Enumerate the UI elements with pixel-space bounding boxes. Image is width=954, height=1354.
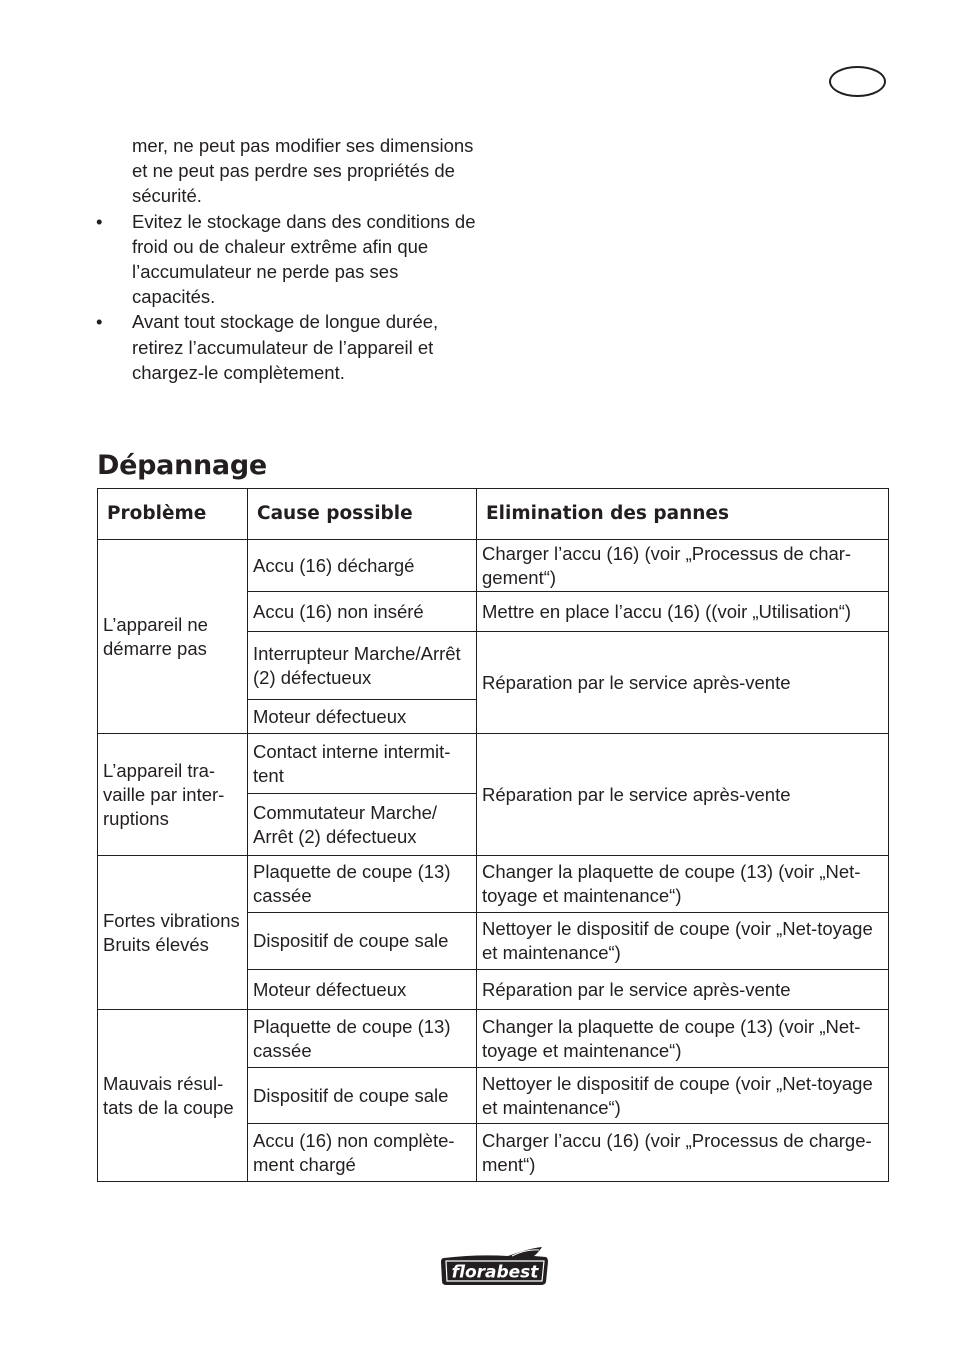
cause-cell: Moteur défectueux bbox=[248, 700, 477, 734]
problem-cell: Fortes vibrations Bruits élevés bbox=[98, 856, 248, 1010]
table-header-row bbox=[98, 489, 889, 540]
table-row bbox=[98, 540, 889, 592]
cause-cell: Plaquette de coupe (13) cassée bbox=[248, 1010, 477, 1068]
bullet-icon: • bbox=[96, 210, 103, 232]
table-row bbox=[98, 856, 889, 913]
remedy-cell: Réparation par le service après-vente bbox=[477, 632, 889, 734]
cause-cell: Accu (16) non complète-ment chargé bbox=[248, 1124, 477, 1182]
remedy-cell: Charger l’accu (16) (voir „Processus de charge-ment“) bbox=[477, 1124, 889, 1182]
header-remedy: Elimination des pannes bbox=[477, 489, 889, 540]
cause-cell: Dispositif de coupe sale bbox=[248, 1068, 477, 1124]
bullet-icon: • bbox=[96, 311, 103, 333]
logo-wordmark: florabest bbox=[451, 1262, 539, 1283]
problem-cell: L’appareil tra-vaille par inter-ruptions bbox=[98, 734, 248, 856]
florabest-logo bbox=[438, 1244, 552, 1288]
remedy-cell: Réparation par le service après-vente bbox=[477, 970, 889, 1010]
header-cause: Cause possible bbox=[248, 489, 477, 540]
intro-text bbox=[96, 133, 486, 385]
table-row bbox=[98, 1010, 889, 1068]
section-title: Dépannage bbox=[97, 450, 267, 481]
remedy-cell: Nettoyer le dispositif de coupe (voir „Net-toyage et maintenance“) bbox=[477, 913, 889, 970]
remedy-cell: Nettoyer le dispositif de coupe (voir „Net-toyage et maintenance“) bbox=[477, 1068, 889, 1124]
remedy-cell: Changer la plaquette de coupe (13) (voir „Net-toyage et maintenance“) bbox=[477, 1010, 889, 1068]
remedy-cell: Réparation par le service après-vente bbox=[477, 734, 889, 856]
intro-continuation: mer, ne peut pas modifier ses dimensions et ne peut pas perdre ses propriétés de sécurité. bbox=[132, 135, 474, 207]
problem-cell: L’appareil ne démarre pas bbox=[98, 540, 248, 734]
problem-cell: Mauvais résul-tats de la coupe bbox=[98, 1010, 248, 1182]
language-badge bbox=[829, 66, 886, 97]
remedy-cell: Charger l’accu (16) (voir „Processus de char-gement“) bbox=[477, 540, 889, 592]
cause-cell: Plaquette de coupe (13) cassée bbox=[248, 856, 477, 913]
list-item: • Avant tout stockage de longue durée, retirez l’accumulateur de l’appareil et chargez-le complètement. bbox=[96, 311, 439, 383]
list-item: • Evitez le stockage dans des conditions de froid ou de chaleur extrême afin que l’accumulateur ne perde pas ses capacités. bbox=[96, 210, 476, 308]
header-problem: Problème bbox=[98, 489, 248, 540]
intro-bullet-list bbox=[96, 209, 486, 385]
cause-cell: Commutateur Marche/ Arrêt (2) défectueux bbox=[248, 794, 477, 856]
cause-cell: Contact interne intermit-tent bbox=[248, 734, 477, 794]
table-row bbox=[98, 734, 889, 794]
cause-cell: Moteur défectueux bbox=[248, 970, 477, 1010]
remedy-cell: Mettre en place l’accu (16) ((voir „Utilisation“) bbox=[477, 592, 889, 632]
cause-cell: Dispositif de coupe sale bbox=[248, 913, 477, 970]
cause-cell: Interrupteur Marche/Arrêt (2) défectueux bbox=[248, 632, 477, 700]
troubleshooting-table bbox=[97, 488, 889, 1182]
cause-cell: Accu (16) non inséré bbox=[248, 592, 477, 632]
remedy-cell: Changer la plaquette de coupe (13) (voir „Net-toyage et maintenance“) bbox=[477, 856, 889, 913]
cause-cell: Accu (16) déchargé bbox=[248, 540, 477, 592]
